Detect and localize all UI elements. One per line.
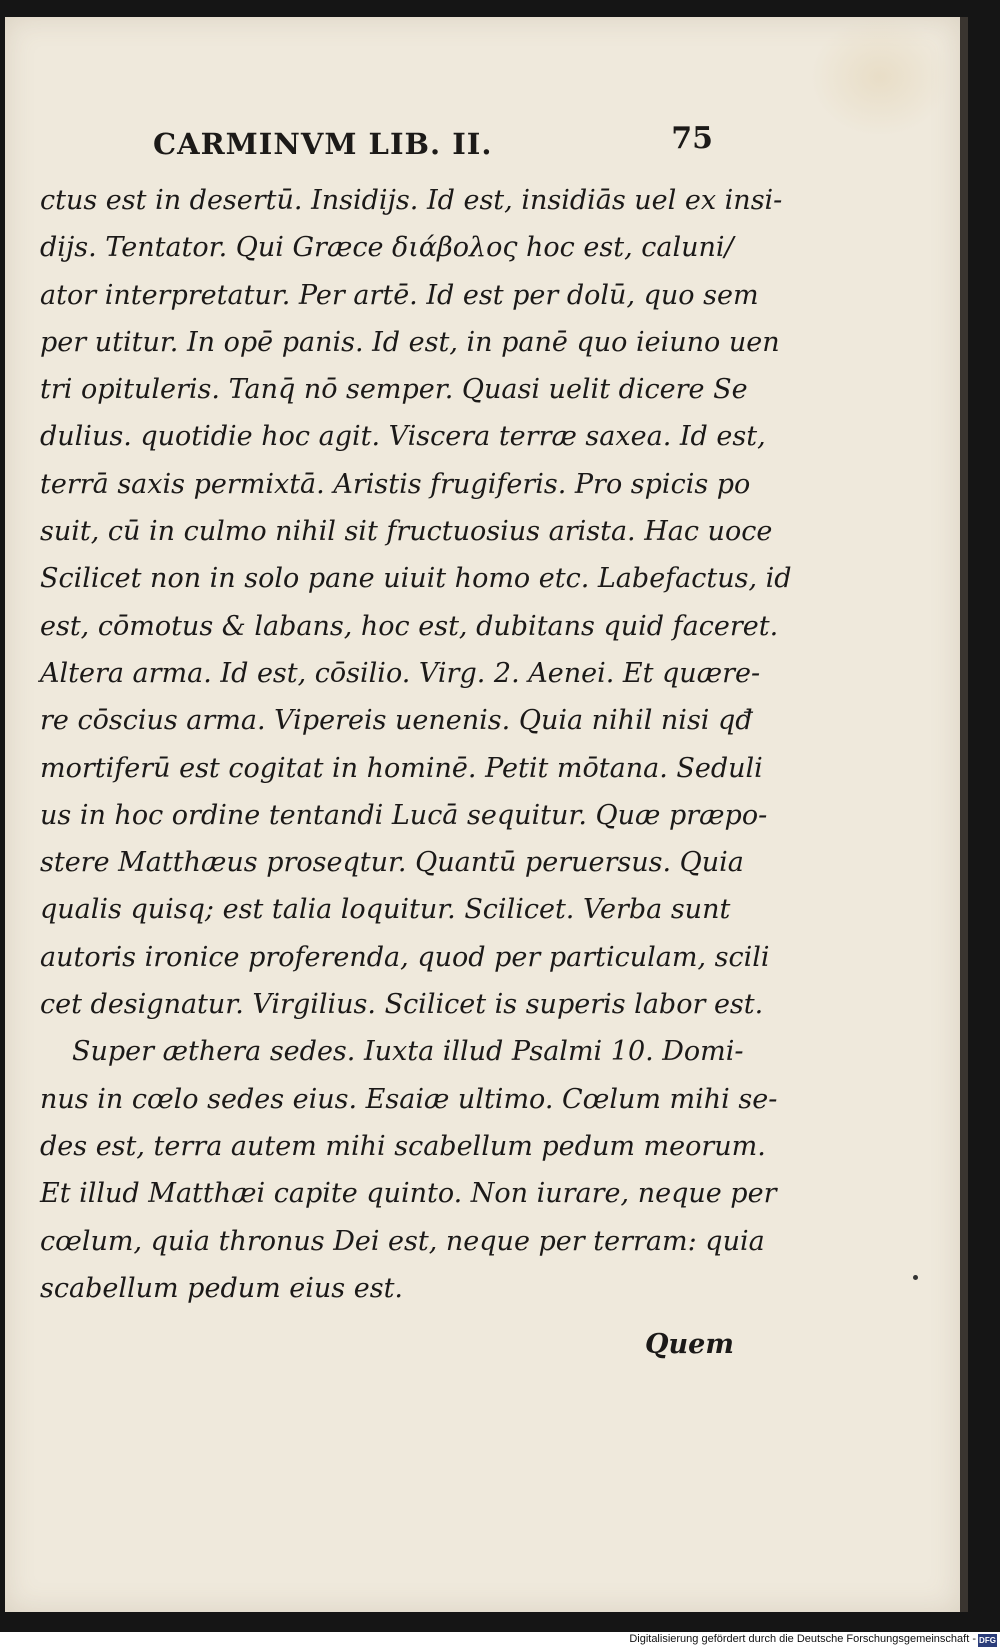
text-line: cœlum, quia thronus Dei est, neque per terram: quia (40, 1225, 765, 1257)
text-line: terrā saxis permixtā. Aristis frugiferis. Pro spicis po (40, 468, 751, 500)
text-line: ator interpretatur. Per artē. Id est per dolū, quo sem (40, 279, 759, 311)
text-line: mortiferū est cogitat in hominē. Petit mōtana. Seduli (40, 752, 763, 784)
text-line: dulius. quotidie hoc agit. Viscera terræ saxea. Id est, (40, 421, 766, 453)
text-line: Altera arma. Id est, cōsilio. Virg. 2. Aenei. Et quære- (40, 657, 761, 689)
text-line: tri opituleris. Tanq̄ nō semper. Quasi uelit dicere Se (40, 374, 748, 406)
text-line: scabellum pedum eius est. (40, 1272, 404, 1304)
text-line-paragraph-start: Super æthera sedes. Iuxta illud Psalmi 10. Domi- (72, 1036, 744, 1068)
text-line: per utitur. In opē panis. Id est, in panē quo ieiuno uen (40, 326, 780, 358)
text-line: ctus est in desertū. Insidijs. Id est, insidiās uel ex insi- (40, 185, 783, 216)
text-line: est, cōmotus & labans, hoc est, dubitans quid faceret. (40, 610, 779, 642)
text-line: nus in cœlo sedes eius. Esaiæ ultimo. Cœlum mihi se- (40, 1083, 778, 1115)
text-line: des est, terra autem mihi scabellum pedum meorum. (40, 1130, 766, 1162)
running-head (153, 121, 713, 171)
text-line: qualis quisq; est talia loquitur. Scilicet. Verba sunt (40, 894, 731, 926)
dfg-logo-icon: DFG (979, 1636, 996, 1645)
text-line: us in hoc ordine tentandi Lucā sequitur. Quæ præpo- (40, 799, 768, 831)
catchword: Quem (645, 1329, 734, 1360)
page-edge (960, 17, 968, 1612)
running-title: CARMINVM LIB. II. (153, 127, 493, 161)
text-line: dijs. Tentator. Qui Græce διάβολος hoc est, caluni/ (40, 232, 734, 264)
text-line: cet designatur. Virgilius. Scilicet is superis labor est. (40, 989, 764, 1021)
text-block (40, 177, 792, 1312)
page-number: 75 (671, 121, 713, 156)
text-line: suit, cū in culmo nihil sit fructuosius arista. Hac uoce (40, 516, 773, 548)
footer-bar (0, 1632, 1000, 1650)
text-line: Scilicet non in solo pane uiuit homo etc. Labefactus, id (40, 563, 792, 595)
ink-speck (913, 1275, 918, 1280)
text-line: stere Matthæus proseqtur. Quantū peruersus. Quia (40, 847, 744, 879)
funding-credit: Digitalisierung gefördert durch die Deutsche Forschungsgemeinschaft - (629, 1633, 976, 1645)
book-page (5, 17, 960, 1612)
text-line: autoris ironice proferenda, quod per particulam, scili (40, 941, 770, 973)
text-line: Et illud Matthæi capite quinto. Non iurare, neque per (40, 1178, 777, 1210)
text-line: re cōscius arma. Vipereis uenenis. Quia nihil nisi qđ (40, 705, 753, 737)
